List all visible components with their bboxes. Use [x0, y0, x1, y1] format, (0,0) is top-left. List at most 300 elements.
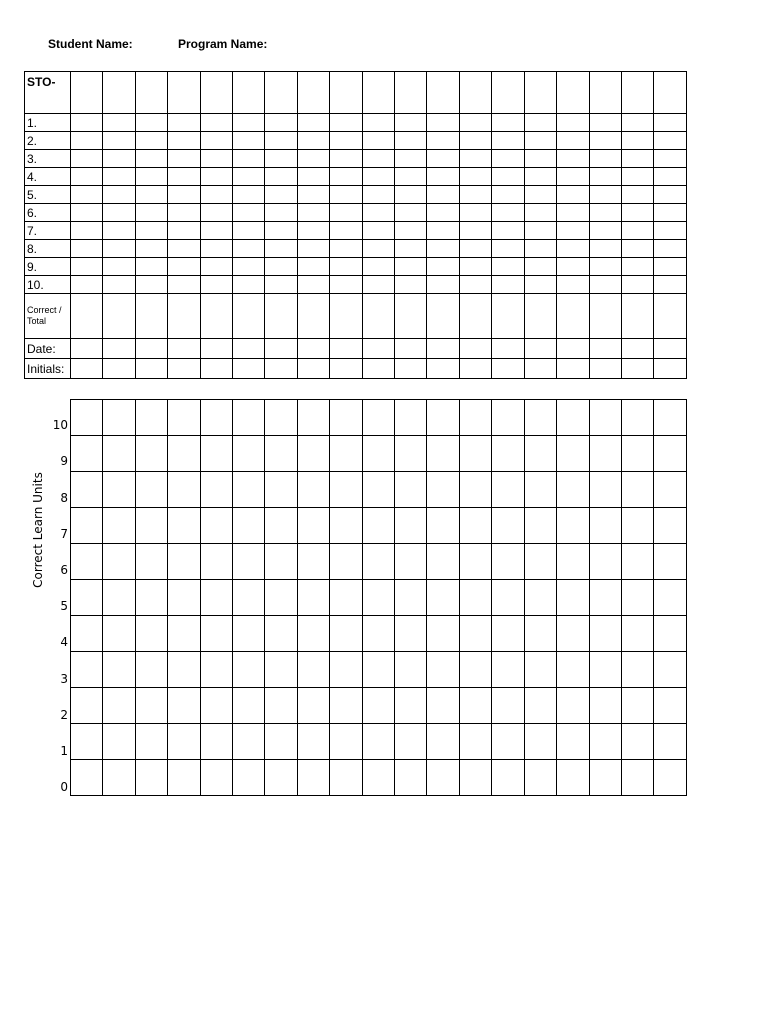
data-entry-cell[interactable]: [654, 294, 687, 339]
data-entry-cell[interactable]: [557, 240, 589, 258]
graph-cell[interactable]: [265, 724, 297, 760]
graph-cell[interactable]: [621, 508, 653, 544]
graph-cell[interactable]: [395, 724, 427, 760]
data-entry-cell[interactable]: [557, 276, 589, 294]
data-entry-cell[interactable]: [71, 186, 103, 204]
graph-cell[interactable]: [297, 544, 329, 580]
data-entry-cell[interactable]: [330, 114, 362, 132]
data-entry-cell[interactable]: [330, 150, 362, 168]
data-entry-cell[interactable]: [589, 168, 621, 186]
data-entry-cell[interactable]: [200, 150, 232, 168]
data-entry-cell[interactable]: [654, 222, 687, 240]
graph-cell[interactable]: [524, 724, 556, 760]
graph-cell[interactable]: [330, 580, 362, 616]
graph-cell[interactable]: [589, 544, 621, 580]
graph-cell[interactable]: [71, 400, 103, 436]
graph-cell[interactable]: [395, 688, 427, 724]
data-entry-cell[interactable]: [330, 204, 362, 222]
graph-cell[interactable]: [168, 724, 200, 760]
graph-cell[interactable]: [492, 400, 524, 436]
data-entry-cell[interactable]: [330, 258, 362, 276]
data-entry-cell[interactable]: [621, 339, 653, 359]
graph-cell[interactable]: [557, 724, 589, 760]
graph-cell[interactable]: [492, 580, 524, 616]
data-entry-cell[interactable]: [524, 114, 556, 132]
graph-cell[interactable]: [524, 508, 556, 544]
graph-cell[interactable]: [459, 472, 491, 508]
data-entry-cell[interactable]: [200, 240, 232, 258]
data-entry-cell[interactable]: [362, 168, 394, 186]
data-entry-cell[interactable]: [459, 339, 491, 359]
graph-cell[interactable]: [459, 724, 491, 760]
graph-cell[interactable]: [621, 472, 653, 508]
data-entry-cell[interactable]: [330, 359, 362, 379]
graph-cell[interactable]: [557, 544, 589, 580]
data-entry-cell[interactable]: [168, 150, 200, 168]
data-entry-cell[interactable]: [265, 168, 297, 186]
graph-cell[interactable]: [233, 760, 265, 796]
graph-cell[interactable]: [71, 544, 103, 580]
data-entry-cell[interactable]: [362, 72, 394, 114]
data-entry-cell[interactable]: [233, 258, 265, 276]
data-entry-cell[interactable]: [135, 258, 167, 276]
data-entry-cell[interactable]: [168, 258, 200, 276]
graph-cell[interactable]: [330, 616, 362, 652]
data-entry-cell[interactable]: [654, 359, 687, 379]
graph-cell[interactable]: [459, 508, 491, 544]
data-entry-cell[interactable]: [492, 222, 524, 240]
graph-cell[interactable]: [103, 400, 135, 436]
graph-cell[interactable]: [103, 760, 135, 796]
data-entry-cell[interactable]: [492, 150, 524, 168]
data-entry-cell[interactable]: [524, 240, 556, 258]
data-entry-cell[interactable]: [362, 204, 394, 222]
data-entry-cell[interactable]: [524, 339, 556, 359]
graph-cell[interactable]: [621, 724, 653, 760]
graph-cell[interactable]: [233, 652, 265, 688]
graph-cell[interactable]: [654, 760, 687, 796]
data-entry-cell[interactable]: [168, 72, 200, 114]
data-entry-cell[interactable]: [459, 222, 491, 240]
data-entry-cell[interactable]: [103, 132, 135, 150]
data-entry-cell[interactable]: [135, 222, 167, 240]
data-entry-cell[interactable]: [297, 240, 329, 258]
graph-cell[interactable]: [427, 436, 459, 472]
graph-cell[interactable]: [654, 436, 687, 472]
graph-cell[interactable]: [265, 688, 297, 724]
data-entry-cell[interactable]: [654, 72, 687, 114]
data-entry-cell[interactable]: [265, 72, 297, 114]
graph-cell[interactable]: [265, 400, 297, 436]
data-entry-cell[interactable]: [168, 359, 200, 379]
data-entry-cell[interactable]: [297, 276, 329, 294]
graph-cell[interactable]: [200, 508, 232, 544]
graph-cell[interactable]: [524, 472, 556, 508]
graph-cell[interactable]: [200, 652, 232, 688]
graph-cell[interactable]: [395, 400, 427, 436]
data-entry-cell[interactable]: [427, 168, 459, 186]
data-entry-cell[interactable]: [362, 240, 394, 258]
graph-cell[interactable]: [71, 724, 103, 760]
data-entry-cell[interactable]: [168, 186, 200, 204]
data-entry-cell[interactable]: [427, 150, 459, 168]
data-entry-cell[interactable]: [200, 204, 232, 222]
data-entry-cell[interactable]: [135, 359, 167, 379]
graph-cell[interactable]: [427, 724, 459, 760]
data-entry-cell[interactable]: [492, 240, 524, 258]
data-entry-cell[interactable]: [71, 132, 103, 150]
data-entry-cell[interactable]: [103, 276, 135, 294]
data-entry-cell[interactable]: [459, 276, 491, 294]
data-entry-cell[interactable]: [200, 222, 232, 240]
data-entry-cell[interactable]: [233, 294, 265, 339]
graph-cell[interactable]: [395, 652, 427, 688]
data-entry-cell[interactable]: [459, 258, 491, 276]
data-entry-cell[interactable]: [71, 168, 103, 186]
data-entry-cell[interactable]: [589, 150, 621, 168]
data-entry-cell[interactable]: [589, 204, 621, 222]
graph-cell[interactable]: [557, 508, 589, 544]
graph-cell[interactable]: [395, 508, 427, 544]
graph-cell[interactable]: [524, 436, 556, 472]
data-entry-cell[interactable]: [135, 240, 167, 258]
graph-cell[interactable]: [427, 580, 459, 616]
data-entry-cell[interactable]: [265, 114, 297, 132]
data-entry-cell[interactable]: [524, 150, 556, 168]
data-entry-cell[interactable]: [135, 276, 167, 294]
data-entry-cell[interactable]: [492, 276, 524, 294]
graph-cell[interactable]: [330, 688, 362, 724]
data-entry-cell[interactable]: [330, 132, 362, 150]
graph-cell[interactable]: [492, 472, 524, 508]
graph-cell[interactable]: [427, 616, 459, 652]
graph-cell[interactable]: [557, 472, 589, 508]
data-entry-cell[interactable]: [265, 339, 297, 359]
data-entry-cell[interactable]: [589, 222, 621, 240]
data-entry-cell[interactable]: [654, 114, 687, 132]
data-entry-cell[interactable]: [427, 294, 459, 339]
graph-cell[interactable]: [330, 472, 362, 508]
graph-cell[interactable]: [168, 400, 200, 436]
data-entry-cell[interactable]: [459, 240, 491, 258]
data-entry-cell[interactable]: [621, 72, 653, 114]
graph-cell[interactable]: [362, 544, 394, 580]
data-entry-cell[interactable]: [168, 240, 200, 258]
graph-cell[interactable]: [459, 400, 491, 436]
data-entry-cell[interactable]: [621, 186, 653, 204]
graph-cell[interactable]: [589, 616, 621, 652]
data-entry-cell[interactable]: [492, 132, 524, 150]
data-entry-cell[interactable]: [71, 204, 103, 222]
graph-cell[interactable]: [621, 652, 653, 688]
graph-cell[interactable]: [330, 436, 362, 472]
data-entry-cell[interactable]: [168, 132, 200, 150]
graph-cell[interactable]: [265, 472, 297, 508]
data-entry-cell[interactable]: [265, 132, 297, 150]
graph-cell[interactable]: [459, 760, 491, 796]
graph-cell[interactable]: [557, 400, 589, 436]
graph-cell[interactable]: [168, 760, 200, 796]
data-entry-cell[interactable]: [362, 339, 394, 359]
data-entry-cell[interactable]: [233, 276, 265, 294]
data-entry-cell[interactable]: [265, 240, 297, 258]
data-entry-cell[interactable]: [524, 168, 556, 186]
data-entry-cell[interactable]: [589, 72, 621, 114]
graph-cell[interactable]: [330, 544, 362, 580]
data-entry-cell[interactable]: [362, 186, 394, 204]
graph-cell[interactable]: [200, 436, 232, 472]
data-entry-cell[interactable]: [395, 204, 427, 222]
graph-cell[interactable]: [395, 472, 427, 508]
data-entry-cell[interactable]: [71, 276, 103, 294]
graph-cell[interactable]: [589, 400, 621, 436]
data-entry-cell[interactable]: [395, 186, 427, 204]
data-entry-cell[interactable]: [654, 240, 687, 258]
graph-cell[interactable]: [103, 616, 135, 652]
graph-cell[interactable]: [459, 688, 491, 724]
data-entry-cell[interactable]: [71, 294, 103, 339]
graph-cell[interactable]: [589, 724, 621, 760]
graph-cell[interactable]: [395, 760, 427, 796]
graph-cell[interactable]: [297, 724, 329, 760]
graph-cell[interactable]: [395, 436, 427, 472]
data-entry-cell[interactable]: [654, 150, 687, 168]
data-entry-cell[interactable]: [654, 258, 687, 276]
data-entry-cell[interactable]: [427, 204, 459, 222]
graph-cell[interactable]: [103, 472, 135, 508]
data-entry-cell[interactable]: [71, 114, 103, 132]
data-entry-cell[interactable]: [395, 276, 427, 294]
graph-cell[interactable]: [297, 580, 329, 616]
data-entry-cell[interactable]: [589, 359, 621, 379]
data-entry-cell[interactable]: [557, 294, 589, 339]
data-entry-cell[interactable]: [589, 276, 621, 294]
data-entry-cell[interactable]: [71, 222, 103, 240]
graph-cell[interactable]: [135, 760, 167, 796]
graph-cell[interactable]: [427, 472, 459, 508]
data-entry-cell[interactable]: [200, 258, 232, 276]
graph-cell[interactable]: [233, 688, 265, 724]
data-entry-cell[interactable]: [654, 132, 687, 150]
graph-cell[interactable]: [265, 580, 297, 616]
data-entry-cell[interactable]: [200, 339, 232, 359]
data-entry-cell[interactable]: [135, 114, 167, 132]
data-entry-cell[interactable]: [654, 339, 687, 359]
data-entry-cell[interactable]: [135, 204, 167, 222]
graph-cell[interactable]: [589, 472, 621, 508]
data-entry-cell[interactable]: [330, 240, 362, 258]
data-entry-cell[interactable]: [621, 222, 653, 240]
graph-cell[interactable]: [103, 652, 135, 688]
graph-cell[interactable]: [362, 400, 394, 436]
graph-cell[interactable]: [297, 616, 329, 652]
graph-cell[interactable]: [233, 436, 265, 472]
data-entry-cell[interactable]: [330, 168, 362, 186]
graph-cell[interactable]: [524, 760, 556, 796]
graph-cell[interactable]: [330, 724, 362, 760]
data-entry-cell[interactable]: [459, 114, 491, 132]
data-entry-cell[interactable]: [557, 168, 589, 186]
data-entry-cell[interactable]: [200, 294, 232, 339]
graph-cell[interactable]: [297, 472, 329, 508]
graph-cell[interactable]: [168, 508, 200, 544]
data-entry-cell[interactable]: [233, 186, 265, 204]
graph-cell[interactable]: [135, 616, 167, 652]
data-entry-cell[interactable]: [621, 359, 653, 379]
graph-cell[interactable]: [362, 508, 394, 544]
graph-cell[interactable]: [459, 544, 491, 580]
data-entry-cell[interactable]: [492, 258, 524, 276]
data-entry-cell[interactable]: [297, 258, 329, 276]
graph-cell[interactable]: [589, 760, 621, 796]
data-entry-cell[interactable]: [621, 114, 653, 132]
data-entry-cell[interactable]: [103, 168, 135, 186]
data-entry-cell[interactable]: [168, 204, 200, 222]
graph-cell[interactable]: [71, 508, 103, 544]
data-entry-cell[interactable]: [103, 114, 135, 132]
data-entry-cell[interactable]: [492, 339, 524, 359]
graph-cell[interactable]: [395, 580, 427, 616]
graph-cell[interactable]: [524, 580, 556, 616]
data-entry-cell[interactable]: [362, 276, 394, 294]
data-entry-cell[interactable]: [200, 186, 232, 204]
data-entry-cell[interactable]: [200, 359, 232, 379]
data-entry-cell[interactable]: [297, 114, 329, 132]
graph-cell[interactable]: [168, 652, 200, 688]
graph-cell[interactable]: [168, 580, 200, 616]
graph-cell[interactable]: [200, 544, 232, 580]
graph-cell[interactable]: [362, 652, 394, 688]
data-entry-cell[interactable]: [297, 168, 329, 186]
data-entry-cell[interactable]: [427, 258, 459, 276]
graph-cell[interactable]: [654, 580, 687, 616]
data-entry-cell[interactable]: [654, 204, 687, 222]
data-entry-cell[interactable]: [621, 204, 653, 222]
graph-cell[interactable]: [168, 472, 200, 508]
graph-cell[interactable]: [135, 580, 167, 616]
data-entry-cell[interactable]: [395, 258, 427, 276]
data-entry-cell[interactable]: [557, 72, 589, 114]
graph-cell[interactable]: [492, 760, 524, 796]
graph-cell[interactable]: [492, 688, 524, 724]
data-entry-cell[interactable]: [459, 72, 491, 114]
data-entry-cell[interactable]: [265, 204, 297, 222]
graph-cell[interactable]: [395, 544, 427, 580]
graph-cell[interactable]: [621, 580, 653, 616]
data-entry-cell[interactable]: [103, 186, 135, 204]
graph-cell[interactable]: [395, 616, 427, 652]
data-entry-cell[interactable]: [103, 222, 135, 240]
data-entry-cell[interactable]: [200, 132, 232, 150]
data-entry-cell[interactable]: [427, 240, 459, 258]
graph-cell[interactable]: [135, 724, 167, 760]
data-entry-cell[interactable]: [265, 150, 297, 168]
graph-cell[interactable]: [492, 436, 524, 472]
data-entry-cell[interactable]: [524, 294, 556, 339]
graph-cell[interactable]: [297, 760, 329, 796]
graph-cell[interactable]: [265, 436, 297, 472]
graph-cell[interactable]: [427, 508, 459, 544]
graph-cell[interactable]: [103, 544, 135, 580]
graph-cell[interactable]: [362, 472, 394, 508]
data-entry-cell[interactable]: [135, 294, 167, 339]
data-entry-cell[interactable]: [330, 276, 362, 294]
graph-cell[interactable]: [557, 688, 589, 724]
data-entry-cell[interactable]: [459, 132, 491, 150]
data-entry-cell[interactable]: [200, 276, 232, 294]
graph-cell[interactable]: [135, 508, 167, 544]
graph-cell[interactable]: [233, 400, 265, 436]
data-entry-cell[interactable]: [330, 294, 362, 339]
data-entry-cell[interactable]: [362, 222, 394, 240]
graph-cell[interactable]: [427, 652, 459, 688]
data-entry-cell[interactable]: [362, 359, 394, 379]
data-entry-cell[interactable]: [297, 294, 329, 339]
data-entry-cell[interactable]: [621, 150, 653, 168]
graph-cell[interactable]: [524, 400, 556, 436]
graph-cell[interactable]: [297, 652, 329, 688]
graph-cell[interactable]: [103, 580, 135, 616]
data-entry-cell[interactable]: [103, 72, 135, 114]
data-entry-cell[interactable]: [557, 186, 589, 204]
data-entry-cell[interactable]: [362, 258, 394, 276]
data-entry-cell[interactable]: [492, 168, 524, 186]
data-entry-cell[interactable]: [297, 359, 329, 379]
data-entry-cell[interactable]: [168, 294, 200, 339]
data-entry-cell[interactable]: [265, 276, 297, 294]
data-entry-cell[interactable]: [427, 222, 459, 240]
data-entry-cell[interactable]: [557, 222, 589, 240]
data-entry-cell[interactable]: [621, 132, 653, 150]
data-entry-cell[interactable]: [297, 204, 329, 222]
data-entry-cell[interactable]: [265, 258, 297, 276]
graph-cell[interactable]: [103, 508, 135, 544]
data-entry-cell[interactable]: [265, 222, 297, 240]
graph-cell[interactable]: [265, 544, 297, 580]
data-entry-cell[interactable]: [427, 359, 459, 379]
graph-cell[interactable]: [654, 688, 687, 724]
data-entry-cell[interactable]: [459, 359, 491, 379]
data-entry-cell[interactable]: [71, 150, 103, 168]
data-entry-cell[interactable]: [524, 359, 556, 379]
graph-cell[interactable]: [654, 652, 687, 688]
data-entry-cell[interactable]: [427, 186, 459, 204]
data-entry-cell[interactable]: [330, 222, 362, 240]
graph-cell[interactable]: [103, 436, 135, 472]
data-entry-cell[interactable]: [362, 294, 394, 339]
graph-cell[interactable]: [71, 472, 103, 508]
graph-cell[interactable]: [233, 580, 265, 616]
data-entry-cell[interactable]: [362, 114, 394, 132]
graph-cell[interactable]: [330, 400, 362, 436]
data-entry-cell[interactable]: [168, 339, 200, 359]
data-entry-cell[interactable]: [297, 186, 329, 204]
data-entry-cell[interactable]: [168, 168, 200, 186]
data-entry-cell[interactable]: [459, 186, 491, 204]
data-entry-cell[interactable]: [459, 204, 491, 222]
graph-cell[interactable]: [265, 760, 297, 796]
data-entry-cell[interactable]: [168, 114, 200, 132]
graph-cell[interactable]: [362, 616, 394, 652]
data-entry-cell[interactable]: [103, 359, 135, 379]
graph-cell[interactable]: [233, 616, 265, 652]
data-entry-cell[interactable]: [168, 276, 200, 294]
graph-cell[interactable]: [103, 688, 135, 724]
graph-cell[interactable]: [459, 616, 491, 652]
graph-cell[interactable]: [654, 616, 687, 652]
data-entry-cell[interactable]: [233, 72, 265, 114]
data-entry-cell[interactable]: [71, 240, 103, 258]
